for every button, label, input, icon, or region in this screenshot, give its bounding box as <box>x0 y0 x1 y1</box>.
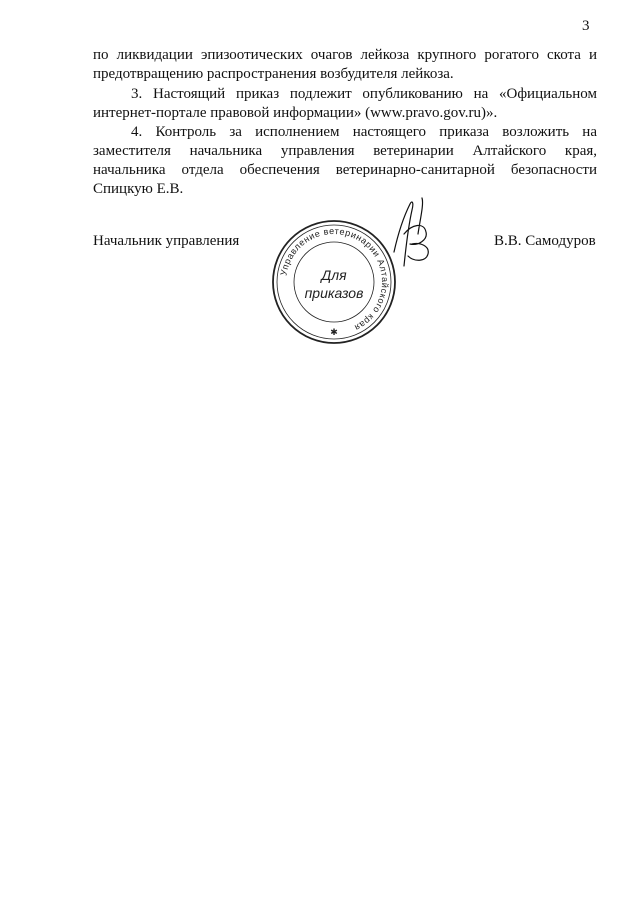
paragraph-continuation: по ликвидации эпизоотических очагов лейкоза крупного рогатого скота и предотвращению распространения возбудителя лейкоза. <box>93 47 597 82</box>
stamp-center-line1: Для <box>321 267 347 283</box>
paragraph-item-4: 4. Контроль за исполнением настоящего приказа возложить на заместителя начальника управления ветеринарии Алтайского края, начальника отдела обеспечения ветеринарно-санитарной безопасности Спицкую Е.В. <box>93 124 597 197</box>
page-number: 3 <box>582 18 590 34</box>
paragraph-item-3: 3. Настоящий приказ подлежит опубликованию на «Официальном интернет-портале правовой информации» (www.pravo.gov.ru)». <box>93 86 597 121</box>
stamp-ring-text: Управление ветеринарии Алтайского края <box>278 225 391 334</box>
official-stamp <box>270 218 398 346</box>
stamp-center-line2: приказов <box>304 285 364 301</box>
handwritten-signature <box>384 194 444 276</box>
signer-name: В.В. Самодуров <box>494 233 596 249</box>
stamp-star-icon: ✱ <box>330 327 338 337</box>
signer-title: Начальник управления <box>93 233 240 249</box>
